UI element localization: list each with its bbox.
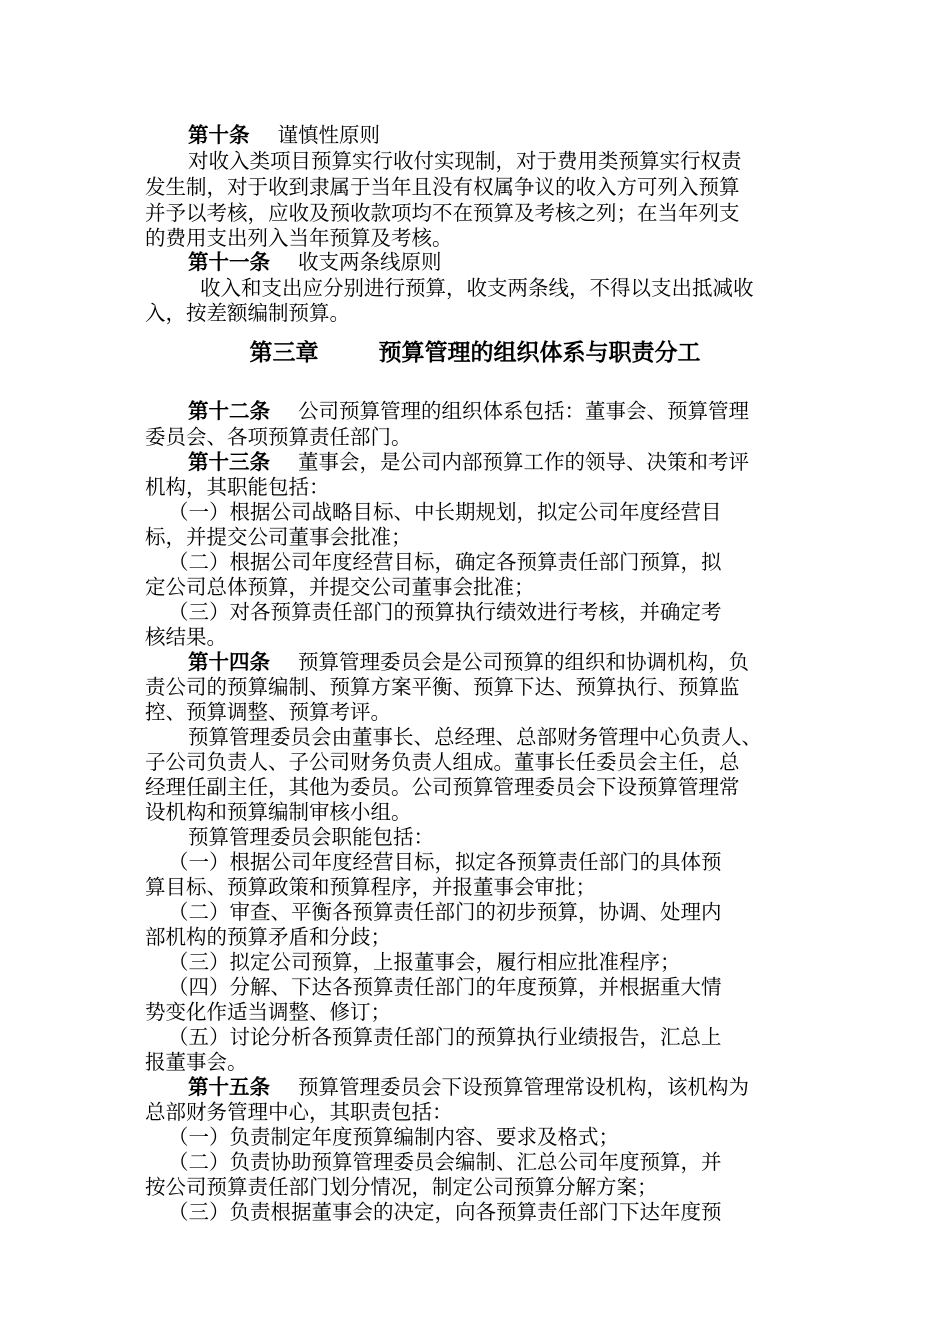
article-number: 第十条 — [188, 123, 250, 147]
article-13-heading: 第十三条 董事会，是公司内部预算工作的领导、决策和考评 — [188, 450, 749, 474]
list-item: （一）负责制定年度预算编制内容、要求及格式； — [168, 1125, 619, 1149]
chapter-heading — [0, 338, 950, 368]
paragraph-line: 发生制，对于收到隶属于当年且没有权属争议的收入方可列入预算 — [145, 175, 740, 199]
paragraph-line: 委员会、各项预算责任部门。 — [145, 425, 412, 449]
list-item: （三）负责根据董事会的决定，向各预算责任部门下达年度预 — [168, 1200, 722, 1224]
paragraph-line: 入，按差额编制预算。 — [145, 301, 350, 325]
list-item: （三）对各预算责任部门的预算执行绩效进行考核，并确定考 — [168, 600, 722, 624]
list-item: （一）根据公司战略目标、中长期规划，拟定公司年度经营目 — [168, 500, 722, 524]
list-item-cont: 核结果。 — [145, 625, 227, 649]
list-item: （二）根据公司年度经营目标，确定各预算责任部门预算，拟 — [168, 550, 722, 574]
article-15-heading: 第十五条 预算管理委员会下设预算管理常设机构，该机构为 — [188, 1075, 749, 1099]
paragraph-line: 的费用支出列入当年预算及考核。 — [145, 226, 453, 250]
article-number: 第十四条 — [188, 650, 270, 674]
article-14-heading: 第十四条 预算管理委员会是公司预算的组织和协调机构，负 — [188, 650, 749, 674]
article-number: 第十五条 — [188, 1075, 270, 1099]
article-10-heading — [188, 123, 853, 148]
list-item-cont: 报董事会。 — [145, 1050, 248, 1074]
list-item-cont: 势变化作适当调整、修订； — [145, 1000, 391, 1024]
list-item: （二）负责协助预算管理委员会编制、汇总公司年度预算，并 — [168, 1150, 722, 1174]
paragraph-line: 并予以考核，应收及预收款项均不在预算及考核之列；在当年列支 — [145, 201, 740, 225]
paragraph-line: 对收入类项目预算实行收付实现制，对于费用类预算实行权责 — [188, 149, 742, 173]
article-number: 第十二条 — [188, 399, 270, 423]
list-item: （三）拟定公司预算，上报董事会，履行相应批准程序； — [168, 950, 681, 974]
paragraph-line: 收入和支出应分别进行预算，收支两条线，不得以支出抵减收 — [200, 276, 754, 300]
paragraph-line: 设机构和预算编制审核小组。 — [145, 800, 412, 824]
paragraph-line: 经理任副主任，其他为委员。公司预算管理委员会下设预算管理常 — [145, 775, 740, 799]
list-item-cont: 标，并提交公司董事会批准； — [145, 525, 412, 549]
paragraph-line: 总部财务管理中心，其职责包括： — [145, 1100, 453, 1124]
article-number: 第十一条 — [188, 250, 270, 274]
list-item: （一）根据公司年度经营目标，拟定各预算责任部门的具体预 — [168, 850, 722, 874]
list-item-cont: 部机构的预算矛盾和分歧； — [145, 925, 391, 949]
article-title: 谨慎性原则 — [277, 123, 380, 147]
chapter-number: 第三章 — [249, 339, 319, 366]
list-item-cont: 算目标、预算政策和预算程序，并报董事会审批； — [145, 875, 596, 899]
article-11-heading — [188, 250, 853, 275]
list-item: （四）分解、下达各预算责任部门的年度预算，并根据重大情 — [168, 975, 722, 999]
article-title: 收支两条线原则 — [298, 250, 442, 274]
article-12-heading: 第十二条 公司预算管理的组织体系包括：董事会、预算管理 — [188, 399, 749, 423]
paragraph-line: 责公司的预算编制、预算方案平衡、预算下达、预算执行、预算监 — [145, 675, 740, 699]
list-item-cont: 按公司预算责任部门划分情况，制定公司预算分解方案； — [145, 1175, 658, 1199]
list-item: （五）讨论分析各预算责任部门的预算执行业绩报告，汇总上 — [168, 1025, 722, 1049]
chapter-title: 预算管理的组织体系与职责分工 — [378, 339, 701, 366]
paragraph-line: 预算管理委员会职能包括： — [188, 825, 434, 849]
paragraph-line: 控、预算调整、预算考评。 — [145, 700, 391, 724]
paragraph-line: 机构，其职能包括： — [145, 475, 330, 499]
list-item: （二）审查、平衡各预算责任部门的初步预算，协调、处理内 — [168, 900, 722, 924]
article-number: 第十三条 — [188, 450, 270, 474]
paragraph-line: 子公司负责人、子公司财务负责人组成。董事长任委员会主任，总 — [145, 750, 740, 774]
list-item-cont: 定公司总体预算，并提交公司董事会批准； — [145, 575, 535, 599]
paragraph-line: 预算管理委员会由董事长、总经理、总部财务管理中心负责人、 — [188, 725, 762, 749]
